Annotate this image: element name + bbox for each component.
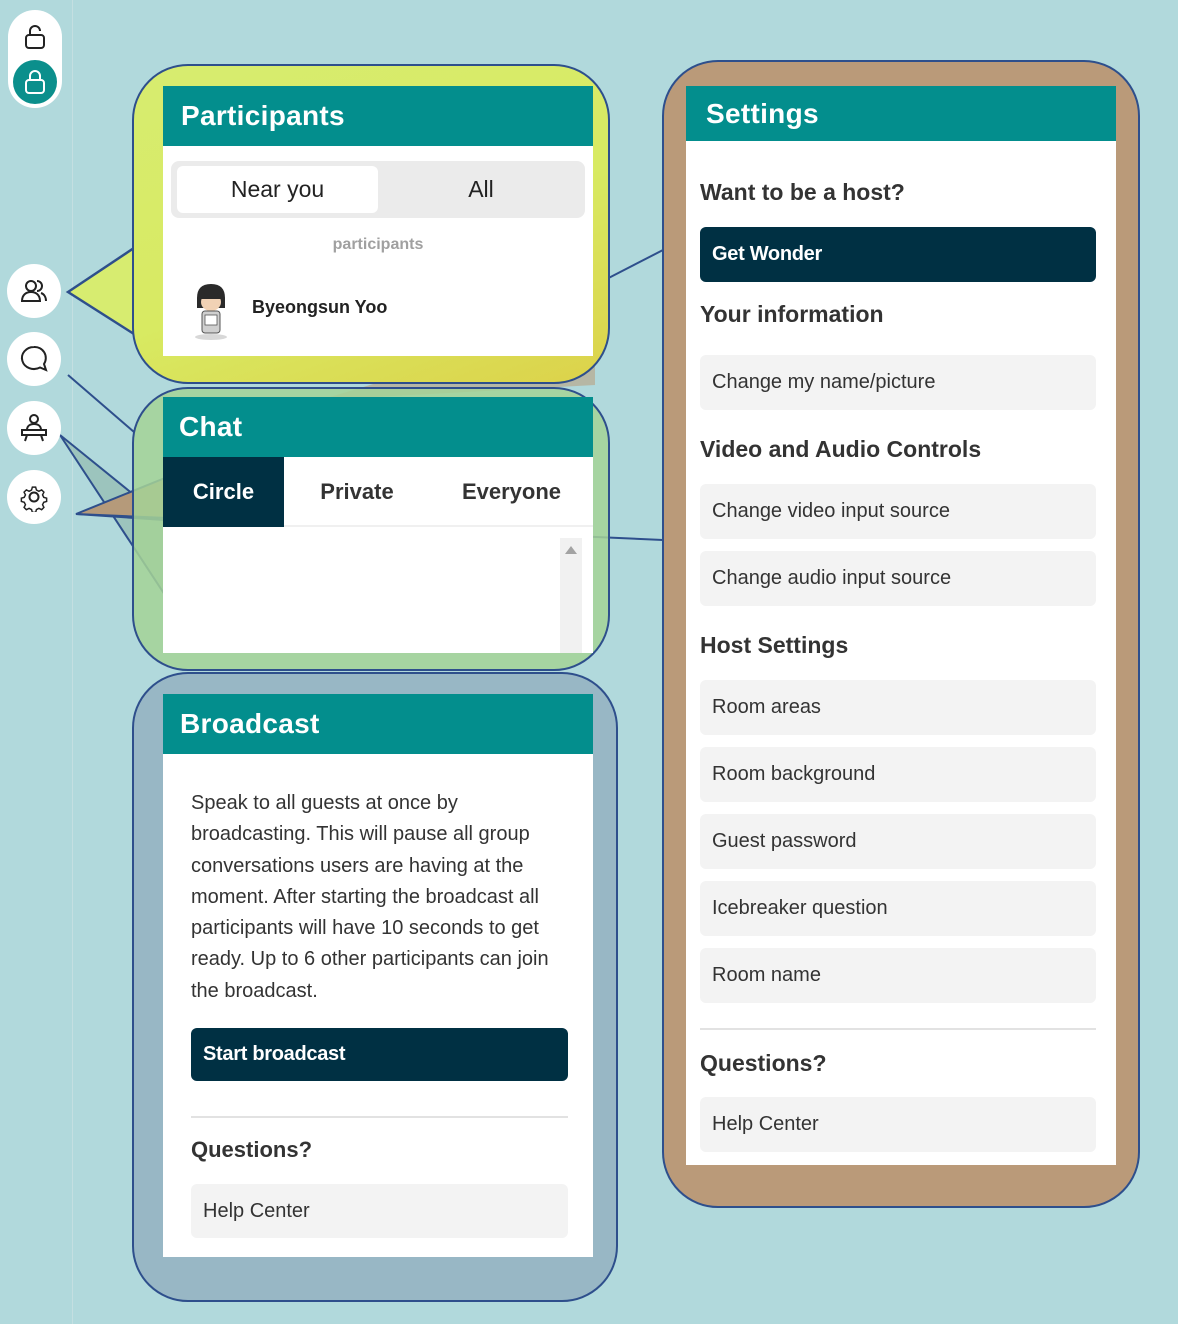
avatar: [188, 282, 234, 340]
participant-name: Byeongsun Yoo: [252, 297, 388, 317]
video-audio-heading: Video and Audio Controls: [700, 436, 982, 462]
broadcast-title: Broadcast: [163, 694, 593, 754]
participants-panel: [163, 86, 593, 356]
tab-private[interactable]: Private: [320, 479, 394, 504]
change-video-source-button[interactable]: Change video input source: [700, 484, 1096, 539]
change-audio-source-button[interactable]: Change audio input source: [700, 551, 1096, 606]
chat-panel: [163, 397, 593, 653]
chat-scrollbar[interactable]: [560, 538, 582, 653]
icebreaker-question-button[interactable]: Icebreaker question: [700, 881, 1096, 936]
settings-panel: [686, 86, 1116, 1165]
settings-button[interactable]: [7, 470, 61, 524]
broadcast-divider: [191, 1116, 568, 1118]
tab-everyone[interactable]: Everyone: [461, 479, 562, 504]
get-wonder-button[interactable]: Get Wonder: [700, 227, 1096, 282]
broadcast-panel: [163, 694, 593, 1257]
room-areas-button[interactable]: Room areas: [700, 680, 1096, 735]
participants-caption: participants: [332, 236, 424, 253]
room-background-button[interactable]: Room background: [700, 747, 1096, 802]
your-information-heading: Your information: [700, 301, 884, 327]
room-name-button[interactable]: Room name: [700, 948, 1096, 1003]
unlock-button[interactable]: [13, 15, 57, 59]
broadcast-description: Speak to all guests at once by broadcasting. This will pause all group conversations users are having at the moment. After starting the broadcast all participants will have 10 seconds to get ready. Up to 6 other participants can join the broadcast.: [191, 792, 549, 1002]
lock-icon: [23, 69, 47, 95]
settings-questions-heading: Questions?: [700, 1050, 827, 1076]
broadcast-questions-heading: Questions?: [191, 1137, 313, 1162]
chat-bubble-icon: [19, 344, 49, 374]
broadcast-icon: [19, 413, 49, 443]
chat-title: Chat: [163, 397, 593, 457]
gear-icon: [19, 482, 49, 512]
tab-near-you[interactable]: Near you: [177, 166, 378, 213]
settings-title: Settings: [686, 86, 1116, 141]
chat-button[interactable]: [7, 332, 61, 386]
lock-toggle-group: [8, 10, 62, 108]
host-settings-heading: Host Settings: [700, 632, 849, 658]
settings-divider: [700, 1028, 1096, 1030]
broadcast-button[interactable]: [7, 401, 61, 455]
guest-password-button[interactable]: Guest password: [700, 814, 1096, 869]
lock-button[interactable]: [13, 60, 57, 104]
scroll-up-arrow-icon[interactable]: [565, 546, 577, 554]
participants-filter-segment: [171, 161, 585, 218]
users-icon: [19, 277, 49, 305]
unlock-icon: [23, 24, 47, 50]
participants-button[interactable]: [7, 264, 61, 318]
start-broadcast-button[interactable]: Start broadcast: [191, 1028, 568, 1081]
broadcast-help-center-button[interactable]: Help Center: [191, 1184, 568, 1238]
tab-all[interactable]: All: [468, 176, 494, 202]
tab-circle[interactable]: Circle: [163, 457, 284, 527]
participants-title: Participants: [163, 86, 593, 146]
change-name-picture-button[interactable]: Change my name/picture: [700, 355, 1096, 410]
settings-help-center-button[interactable]: Help Center: [700, 1097, 1096, 1152]
host-heading: Want to be a host?: [700, 179, 905, 205]
chat-tabs: [163, 457, 593, 527]
